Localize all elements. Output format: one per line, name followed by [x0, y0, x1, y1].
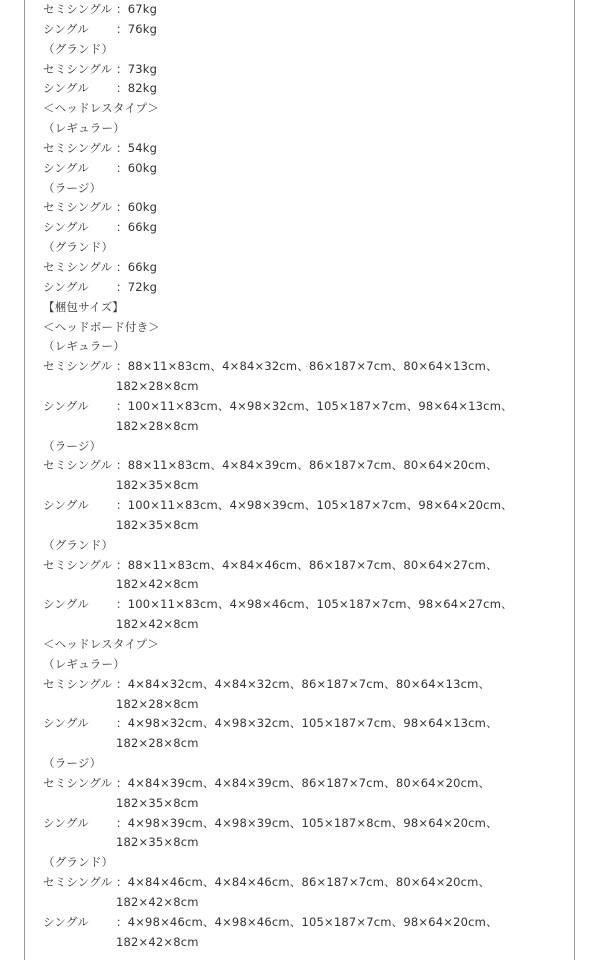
size-label: （グランド）	[43, 240, 114, 255]
spec-row	[43, 60, 563, 80]
spec-content	[43, 0, 563, 953]
size-label: （グランド）	[43, 41, 114, 56]
spec-key: セミシングル	[43, 875, 113, 890]
spec-row	[43, 913, 563, 933]
spec-value-continued: 182×28×8cm	[116, 696, 199, 711]
spec-row	[43, 456, 563, 476]
spec-value-continued: 182×42×8cm	[116, 894, 199, 909]
spec-value-continued: 182×42×8cm	[116, 617, 199, 632]
spec-row	[43, 397, 563, 417]
size-label: （グランド）	[43, 855, 114, 870]
size-label: （レギュラー）	[43, 656, 125, 671]
spec-row	[43, 198, 563, 218]
spec-value: ：4×98×39cm、4×98×39cm、105×187×8cm、98×64×20cm、	[116, 815, 498, 830]
spec-value: ：73kg	[116, 61, 158, 76]
spec-value: ：88×11×83cm、4×84×32cm、86×187×7cm、80×64×13cm、	[116, 359, 498, 374]
spec-key: セミシングル	[43, 2, 113, 16]
spec-value-continued: 182×28×8cm	[116, 418, 199, 433]
spec-value: ：88×11×83cm、4×84×39cm、86×187×7cm、80×64×20cm、	[116, 458, 498, 473]
spec-value-continued: 182×42×8cm	[116, 577, 199, 592]
size-label: （ラージ）	[43, 756, 102, 771]
spec-value-continued: 182×28×8cm	[116, 379, 199, 394]
spec-row	[43, 0, 563, 20]
spec-key: シングル	[43, 716, 89, 731]
spec-value: ：82kg	[116, 81, 158, 96]
spec-value: ：4×98×46cm、4×98×46cm、105×187×7cm、98×64×20cm、	[116, 914, 498, 929]
spec-key: セミシングル	[43, 200, 113, 215]
size-label: （ラージ）	[43, 438, 102, 453]
spec-row	[43, 20, 563, 40]
spec-value: ：4×84×46cm、4×84×46cm、86×187×7cm、80×64×20cm、	[116, 875, 491, 890]
spec-value: ：88×11×83cm、4×84×46cm、86×187×7cm、80×64×27cm、	[116, 557, 498, 572]
spec-key: シングル	[43, 597, 89, 612]
spec-row	[43, 675, 563, 695]
type-label: ＜ヘッドレスタイプ＞	[43, 101, 160, 116]
spec-value-continued: 182×35×8cm	[116, 478, 199, 493]
spec-row	[43, 159, 563, 179]
spec-row	[43, 218, 563, 238]
spec-key: セミシングル	[43, 676, 113, 691]
spec-value: ：4×98×32cm、4×98×32cm、105×187×7cm、98×64×13cm、	[116, 716, 498, 731]
spec-row	[43, 714, 563, 734]
size-label: （レギュラー）	[43, 121, 125, 136]
spec-row	[43, 258, 563, 278]
spec-key: シングル	[43, 160, 89, 175]
spec-row	[43, 139, 563, 159]
spec-key: シングル	[43, 21, 89, 36]
spec-row	[43, 556, 563, 576]
type-label: ＜ヘッドボード付き＞	[43, 319, 160, 334]
spec-value: ：66kg	[116, 220, 158, 235]
spec-row	[43, 595, 563, 615]
spec-value: ：4×84×32cm、4×84×32cm、86×187×7cm、80×64×13cm、	[116, 676, 491, 691]
spec-row	[43, 496, 563, 516]
spec-value-continued: 182×35×8cm	[116, 795, 199, 810]
spec-row	[43, 278, 563, 298]
spec-key: シングル	[43, 815, 89, 830]
spec-key: セミシングル	[43, 359, 113, 374]
spec-key: シングル	[43, 279, 89, 294]
spec-value: ：60kg	[116, 160, 158, 175]
spec-value-continued: 182×42×8cm	[116, 934, 199, 949]
spec-key: シングル	[43, 81, 89, 96]
spec-key: シングル	[43, 914, 89, 929]
spec-value: ：66kg	[116, 259, 158, 274]
spec-value: ：76kg	[116, 21, 158, 36]
spec-value-continued: 182×28×8cm	[116, 736, 199, 751]
spec-value: ：60kg	[116, 200, 158, 215]
spec-key: セミシングル	[43, 775, 113, 790]
spec-value-continued: 182×35×8cm	[116, 517, 199, 532]
size-label: （ラージ）	[43, 180, 102, 195]
spec-row	[43, 814, 563, 834]
type-label: ＜ヘッドレスタイプ＞	[43, 637, 160, 651]
spec-row	[43, 357, 563, 377]
spec-value: ：100×11×83cm、4×98×32cm、105×187×7cm、98×64×13cm、	[116, 398, 513, 413]
spec-value: ：4×84×39cm、4×84×39cm、86×187×7cm、80×64×20cm、	[116, 775, 491, 790]
spec-key: シングル	[43, 220, 89, 235]
spec-value: ：100×11×83cm、4×98×39cm、105×187×7cm、98×64×20cm、	[116, 498, 513, 513]
spec-value: ：54kg	[116, 140, 158, 155]
spec-row	[43, 79, 563, 99]
section-title: 【梱包サイズ】	[43, 299, 124, 314]
spec-value: ：67kg	[116, 2, 158, 16]
size-label: （グランド）	[43, 537, 114, 552]
spec-key: セミシングル	[43, 140, 113, 155]
spec-key: シングル	[43, 498, 89, 513]
spec-key: セミシングル	[43, 259, 113, 274]
spec-key: シングル	[43, 398, 89, 413]
spec-row	[43, 873, 563, 893]
spec-value-continued: 182×35×8cm	[116, 835, 199, 850]
spec-key: セミシングル	[43, 557, 113, 572]
spec-value: ：72kg	[116, 279, 158, 294]
spec-value: ：100×11×83cm、4×98×46cm、105×187×7cm、98×64×27cm、	[116, 597, 513, 612]
spec-key: セミシングル	[43, 61, 113, 76]
spec-row	[43, 774, 563, 794]
spec-key: セミシングル	[43, 458, 113, 473]
size-label: （レギュラー）	[43, 339, 125, 354]
